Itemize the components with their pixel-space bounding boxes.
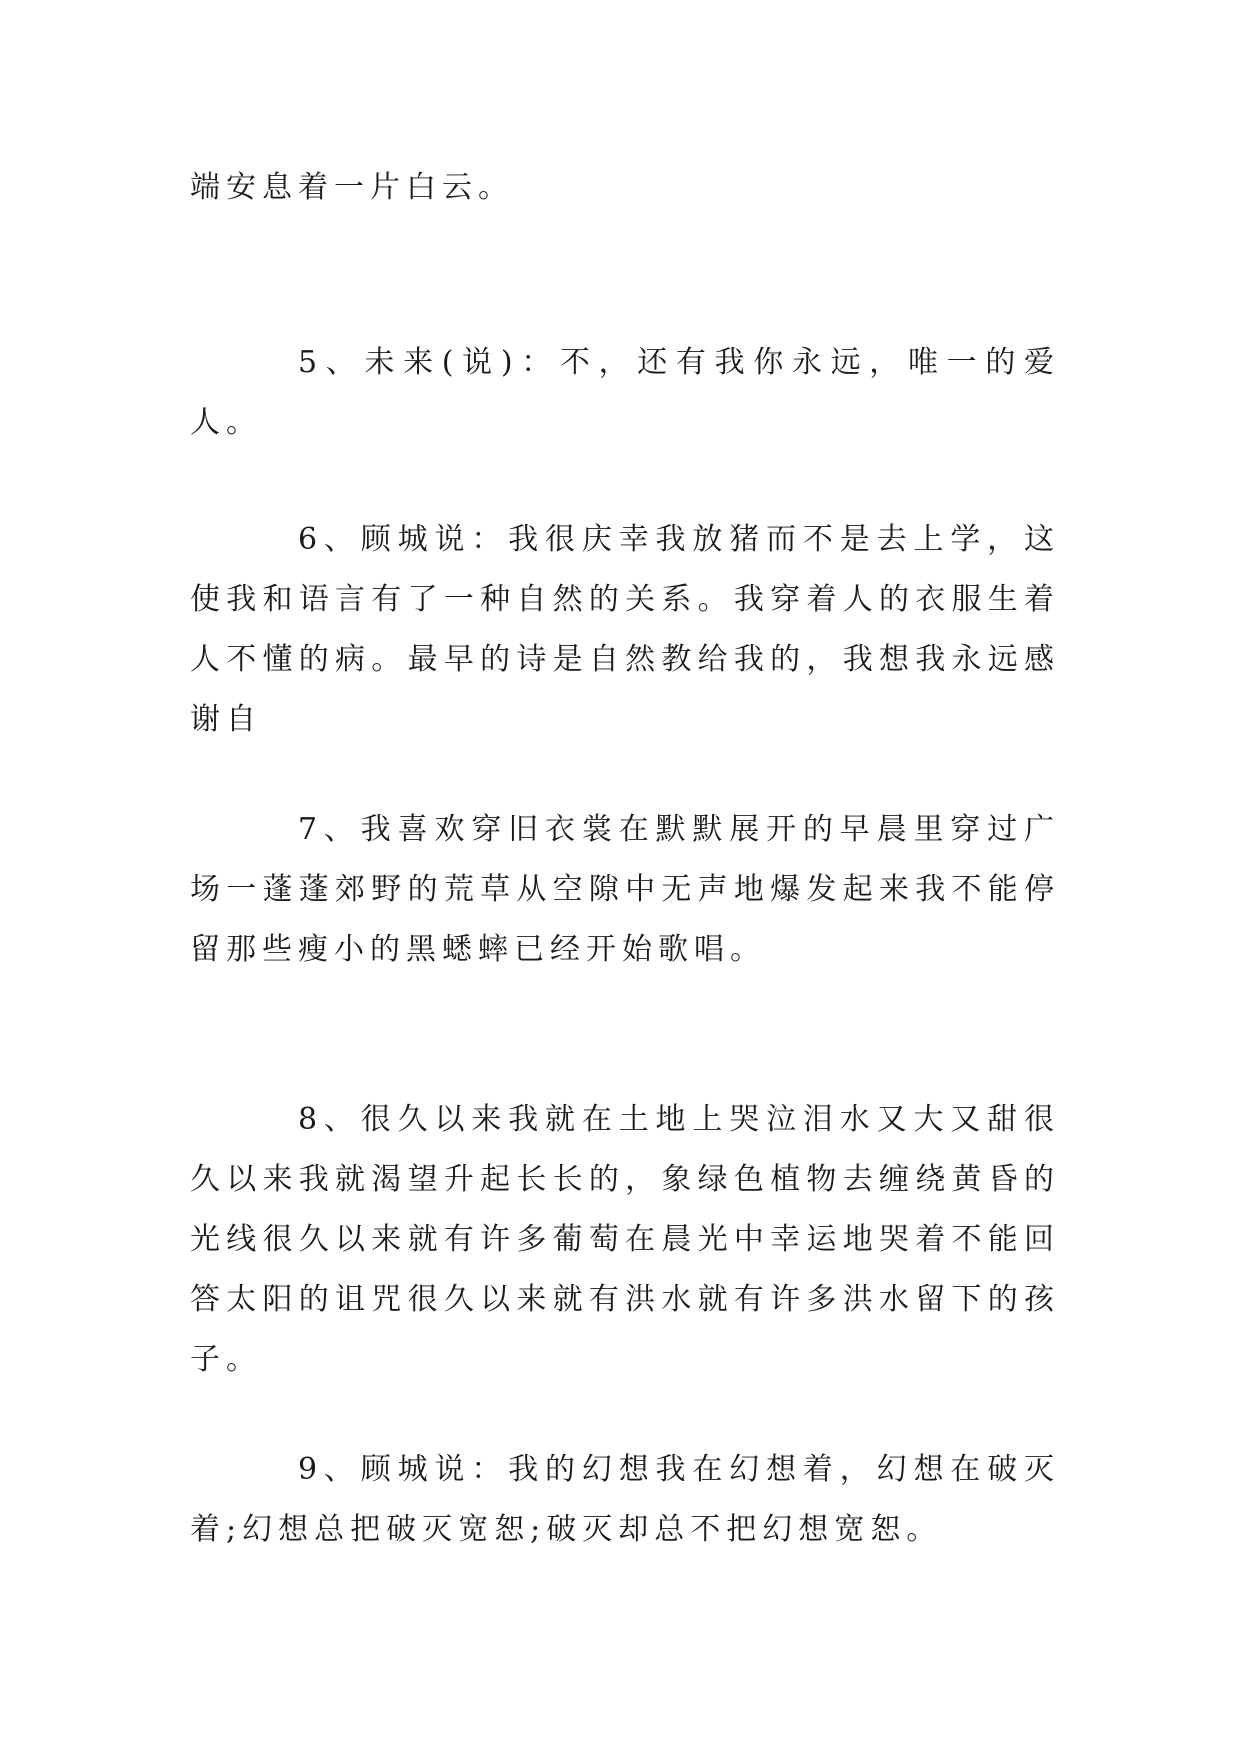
- paragraph-9: 9、顾城说：我的幻想我在幻想着，幻想在破灭着;幻想总把破灭宽恕;破灭却总不把幻想宽恕。: [190, 1452, 1060, 1547]
- paragraph-7: 7、我喜欢穿旧衣裳在默默展开的早晨里穿过广场一蓬蓬郊野的荒草从空隙中无声地爆发起来我不能停留那些瘦小的黑蟋蟀已经开始歌唱。: [190, 812, 1060, 967]
- paragraph-5: 5、未来(说)：不，还有我你永远，唯一的爱人。: [190, 345, 1060, 440]
- paragraph-6: 6、顾城说：我很庆幸我放猪而不是去上学，这使我和语言有了一种自然的关系。我穿着人的衣服生着人不懂的病。最早的诗是自然教给我的，我想我永远感谢自: [190, 522, 1060, 737]
- paragraph-8: 8、很久以来我就在土地上哭泣泪水又大又甜很久以来我就渴望升起长长的，象绿色植物去缠绕黄昏的光线很久以来就有许多葡萄在晨光中幸运地哭着不能回答太阳的诅咒很久以来就有洪水就有许多洪水留下的孩子。: [190, 1102, 1060, 1377]
- paragraph-continuation: 端安息着一片白云。: [190, 170, 514, 205]
